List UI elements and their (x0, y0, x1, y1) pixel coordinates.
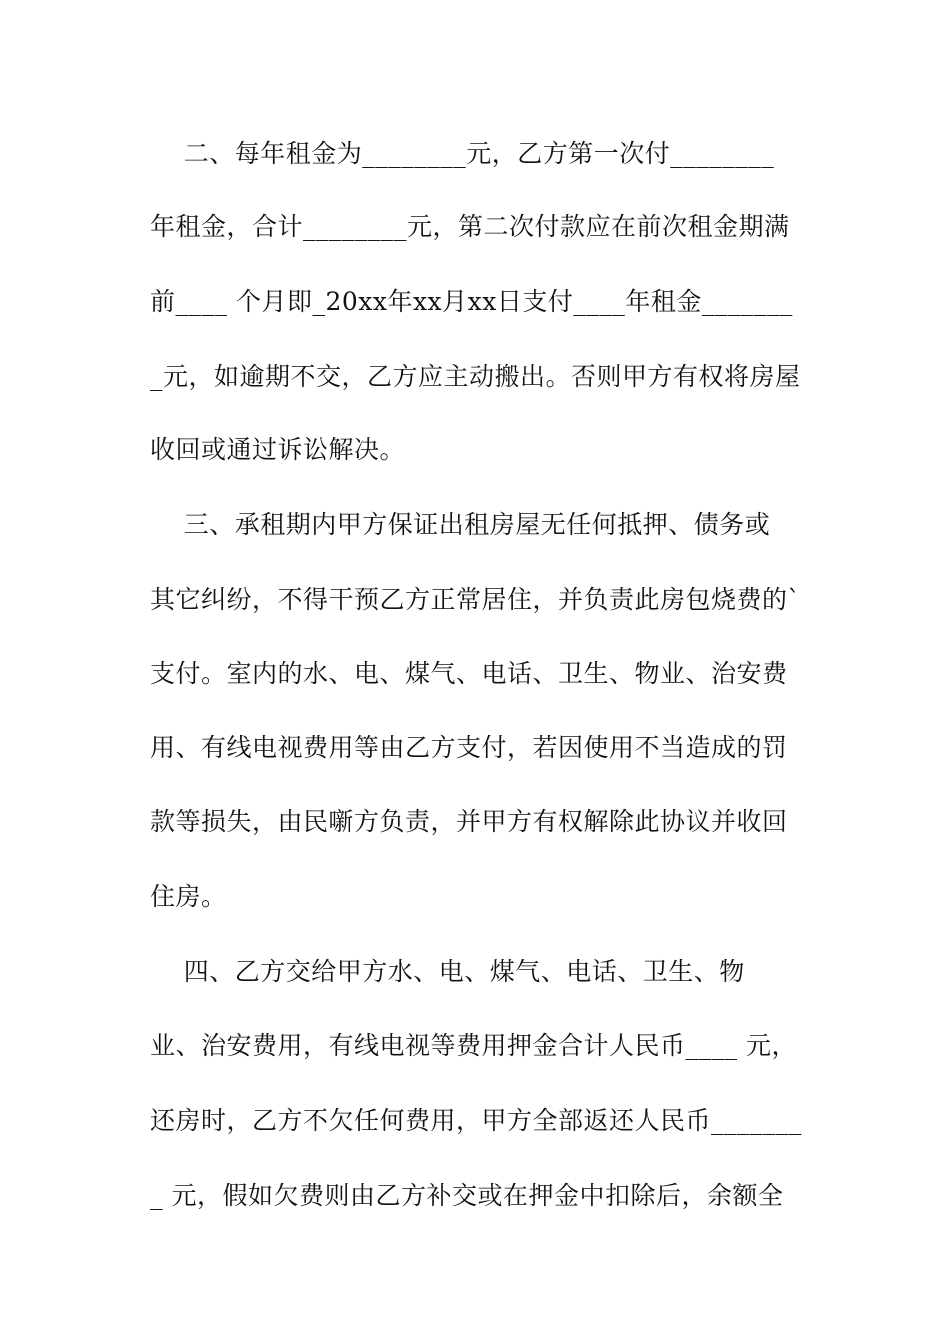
text-line: _ 元，假如欠费则由乙方补交或在押金中扣除后，余额全 (150, 1181, 784, 1210)
text-line: 前____ 个月即_20xx年xx月xx日支付____年租金_______ (150, 287, 793, 316)
text-line: _元，如逾期不交，乙方应主动搬出。否则甲方有权将房屋 (150, 362, 801, 391)
text-line: 业、治安费用，有线电视等费用押金合计人民币____ 元， (150, 1031, 797, 1060)
text-line: 其它纠纷，不得干预乙方正常居住，并负责此房包烧费的` (150, 585, 801, 614)
text-line: 支付。室内的水、电、煤气、电话、卫生、物业、治安费 (150, 659, 788, 688)
text-line: 住房。 (150, 882, 227, 911)
text-line: 四、乙方交给甲方水、电、煤气、电话、卫生、物 (150, 957, 745, 986)
text-line: 还房时，乙方不欠任何费用，甲方全部返还人民币_______ (150, 1106, 803, 1135)
text-line: 三、承租期内甲方保证出租房屋无任何抵押、债务或 (150, 510, 771, 539)
text-line: 年租金，合计________元，第二次付款应在前次租金期满 (150, 212, 790, 241)
text-line: 二、每年租金为________元，乙方第一次付________ (150, 139, 775, 168)
text-line: 款等损失，由民噺方负责，并甲方有权解除此协议并收回 (150, 807, 788, 836)
text-line: 用、有线电视费用等由乙方支付，若因使用不当造成的罚 (150, 733, 788, 762)
text-line: 收回或通过诉讼解决。 (150, 435, 406, 464)
